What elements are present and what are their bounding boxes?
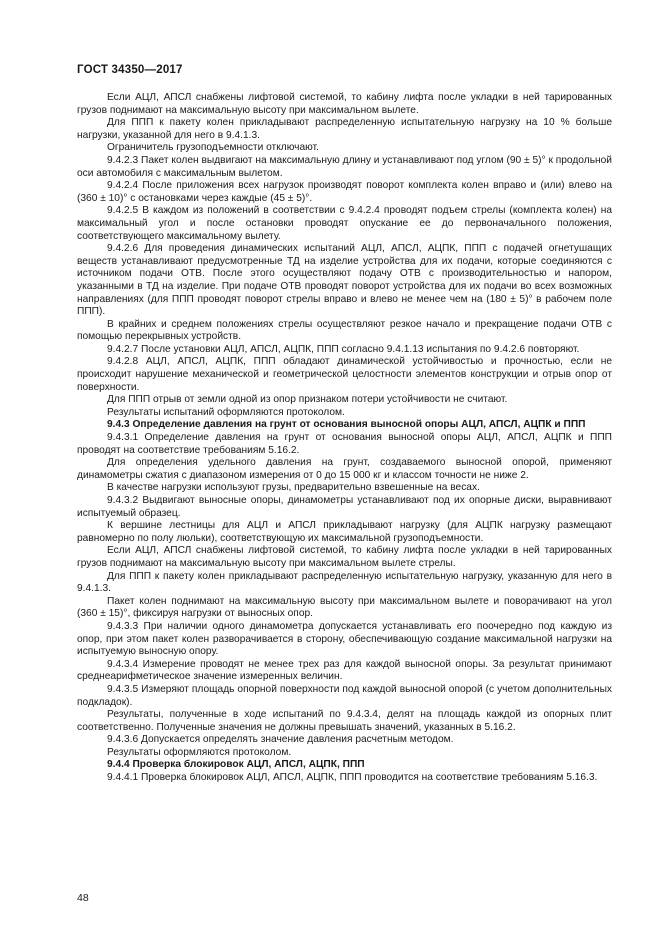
paragraph: 9.4.2.8 АЦЛ, АПСЛ, АЦПК, ППП обладают динамической устойчивостью и прочностью, если не происходит нарушение механической и геометрической целостности элементов конструкции и отрыв опор от поверхности. — [77, 356, 612, 393]
section-heading: 9.4.4 Проверка блокировок АЦЛ, АПСЛ, АЦПК, ППП — [107, 759, 365, 771]
paragraph: 9.4.3.3 При наличии одного динамометра допускается устанавливать его поочередно под каждую из опор, при этом пакет колен разворачивается в сторону, обеспечивающую создание максимальной нагрузки на испытуемую выносную опору. — [77, 620, 612, 658]
paragraph: 9.4.4.1 Проверка блокировок АЦЛ, АПСЛ, АЦПК, ППП проводится на соответствие требованиям 5.16.3. — [107, 772, 598, 784]
paragraph: В крайних и среднем положениях стрелы осуществляют резкое начало и прекращение подачи ОТВ с помощью перекрывных устройств. — [77, 318, 612, 343]
paragraph: В качестве нагрузки используют грузы, предварительно взвешенные на весах. — [107, 482, 480, 494]
paragraph: Для ППП отрыв от земли одной из опор признаком потери устойчивости не считают. — [107, 394, 508, 406]
paragraph: 9.4.2.7 После установки АЦЛ, АПСЛ, АЦПК, ППП согласно 9.4.1.13 испытания по 9.4.2.6 повторяют. — [107, 343, 580, 355]
paragraph: Результаты, полученные в ходе испытаний по 9.4.3.4, делят на площадь каждой из опорных плит соответственно. Полученные значения не должны превышать значений, указанных в 5.16.2. — [77, 709, 612, 733]
paragraph: Пакет колен поднимают на максимальную высоту при максимальном вылете и поворачивают на угол (360 ± 15)°, фиксируя нагрузки от выносных опор. — [77, 595, 612, 620]
paragraph: 9.4.2.3 Пакет колен выдвигают на максимальную длину и устанавливают под углом (90 ± 5)° к продольной оси автомобиля с максимальным вылетом. — [77, 154, 612, 179]
standard-header: ГОСТ 34350—2017 — [77, 64, 183, 76]
paragraph: 9.4.2.4 После приложения всех нагрузок производят поворот комплекта колен вправо и (или) влево на (360 ± 10)° с остановками через каждые (45 ± 5)°. — [77, 180, 612, 204]
paragraph: 9.4.2.5 В каждом из положений в соответствии с 9.4.2.4 проводят подъем стрелы (комплекта колен) на максимальный угол и после остановки проводят опускание ее до первоначального положения, соответствующего максимальному вылету. — [77, 205, 612, 242]
paragraph: Для определения удельного давления на грунт, создаваемого выносной опорой, применяют динамометры сжатия с диапазоном измерения от 0 до 15 000 кг и классом точности не ниже 2. — [77, 457, 612, 481]
paragraph: 9.4.3.4 Измерение проводят не менее трех раз для каждой выносной опоры. За результат принимают среднеарифметическое значение измеренных величин. — [77, 658, 612, 683]
paragraph: Для ППП к пакету колен прикладывают распределенную испытательную нагрузку, указанную для него в 9.4.1.3. — [77, 570, 612, 595]
paragraph: Результаты оформляются протоколом. — [107, 746, 292, 758]
paragraph: Ограничитель грузоподъемности отключают. — [107, 142, 319, 154]
paragraph: 9.4.3.1 Определение давления на грунт от основания выносной опоры АЦЛ, АПСЛ, АЦПК и ППП проводят на соответствие требованиям 5.16.2. — [77, 432, 612, 456]
document-body — [77, 92, 612, 785]
paragraph: Для ППП к пакету колен прикладывают распределенную испытательную нагрузку на 10 % больше нагрузки, указанной для него в 9.4.1.3. — [77, 117, 612, 141]
paragraph: К вершине лестницы для АЦЛ и АПСЛ прикладывают нагрузку (для АЦПК нагрузку размещают равномерно по полу люльки), соответствующую их максимальной грузоподъемности. — [77, 520, 612, 544]
paragraph: 9.4.3.2 Выдвигают выносные опоры, динамометры устанавливают под их опорные диски, выравнивают испытуемый образец. — [77, 495, 612, 519]
page-number: 48 — [77, 892, 89, 904]
paragraph: Результаты испытаний оформляются протоколом. — [107, 406, 345, 418]
paragraph: Если АЦЛ, АПСЛ снабжены лифтовой системой, то кабину лифта после укладки в ней тарированных грузов поднимают на максимальную высоту при максимальном вылете. — [77, 92, 612, 116]
paragraph: 9.4.2.6 Для проведения динамических испытаний АЦЛ, АПСЛ, АЦПК, ППП с подачей огнетушащих веществ устанавливают предусмотренные ТД на изделие устройства для их подачи, которые соединяются с источником подачи ОТВ. После этого осуществляют подачу ОТВ с производительностью и напором, указанными в ТД на изделие. При подаче ОТВ проводят поворот устройства для их подачи во всех возможных направлениях (для ППП проводят поворот стрелы вправо и влево не менее чем на (180 ± 5)° в рабочем поле ППП). — [77, 243, 612, 318]
paragraph: 9.4.3.6 Допускается определять значение давления расчетным методом. — [107, 734, 454, 746]
paragraph: 9.4.3.5 Измеряют площадь опорной поверхности под каждой выносной опорой (с учетом дополнительных подкладок). — [77, 683, 612, 708]
section-heading: 9.4.3 Определение давления на грунт от основания выносной опоры АЦЛ, АПСЛ, АЦПК и ППП — [107, 419, 586, 431]
paragraph: Если АЦЛ, АПСЛ снабжены лифтовой системой, то кабину лифта после укладки в ней тарированных грузов поднимают на максимальную высоту при максимальном вылете стрелы. — [77, 545, 612, 569]
